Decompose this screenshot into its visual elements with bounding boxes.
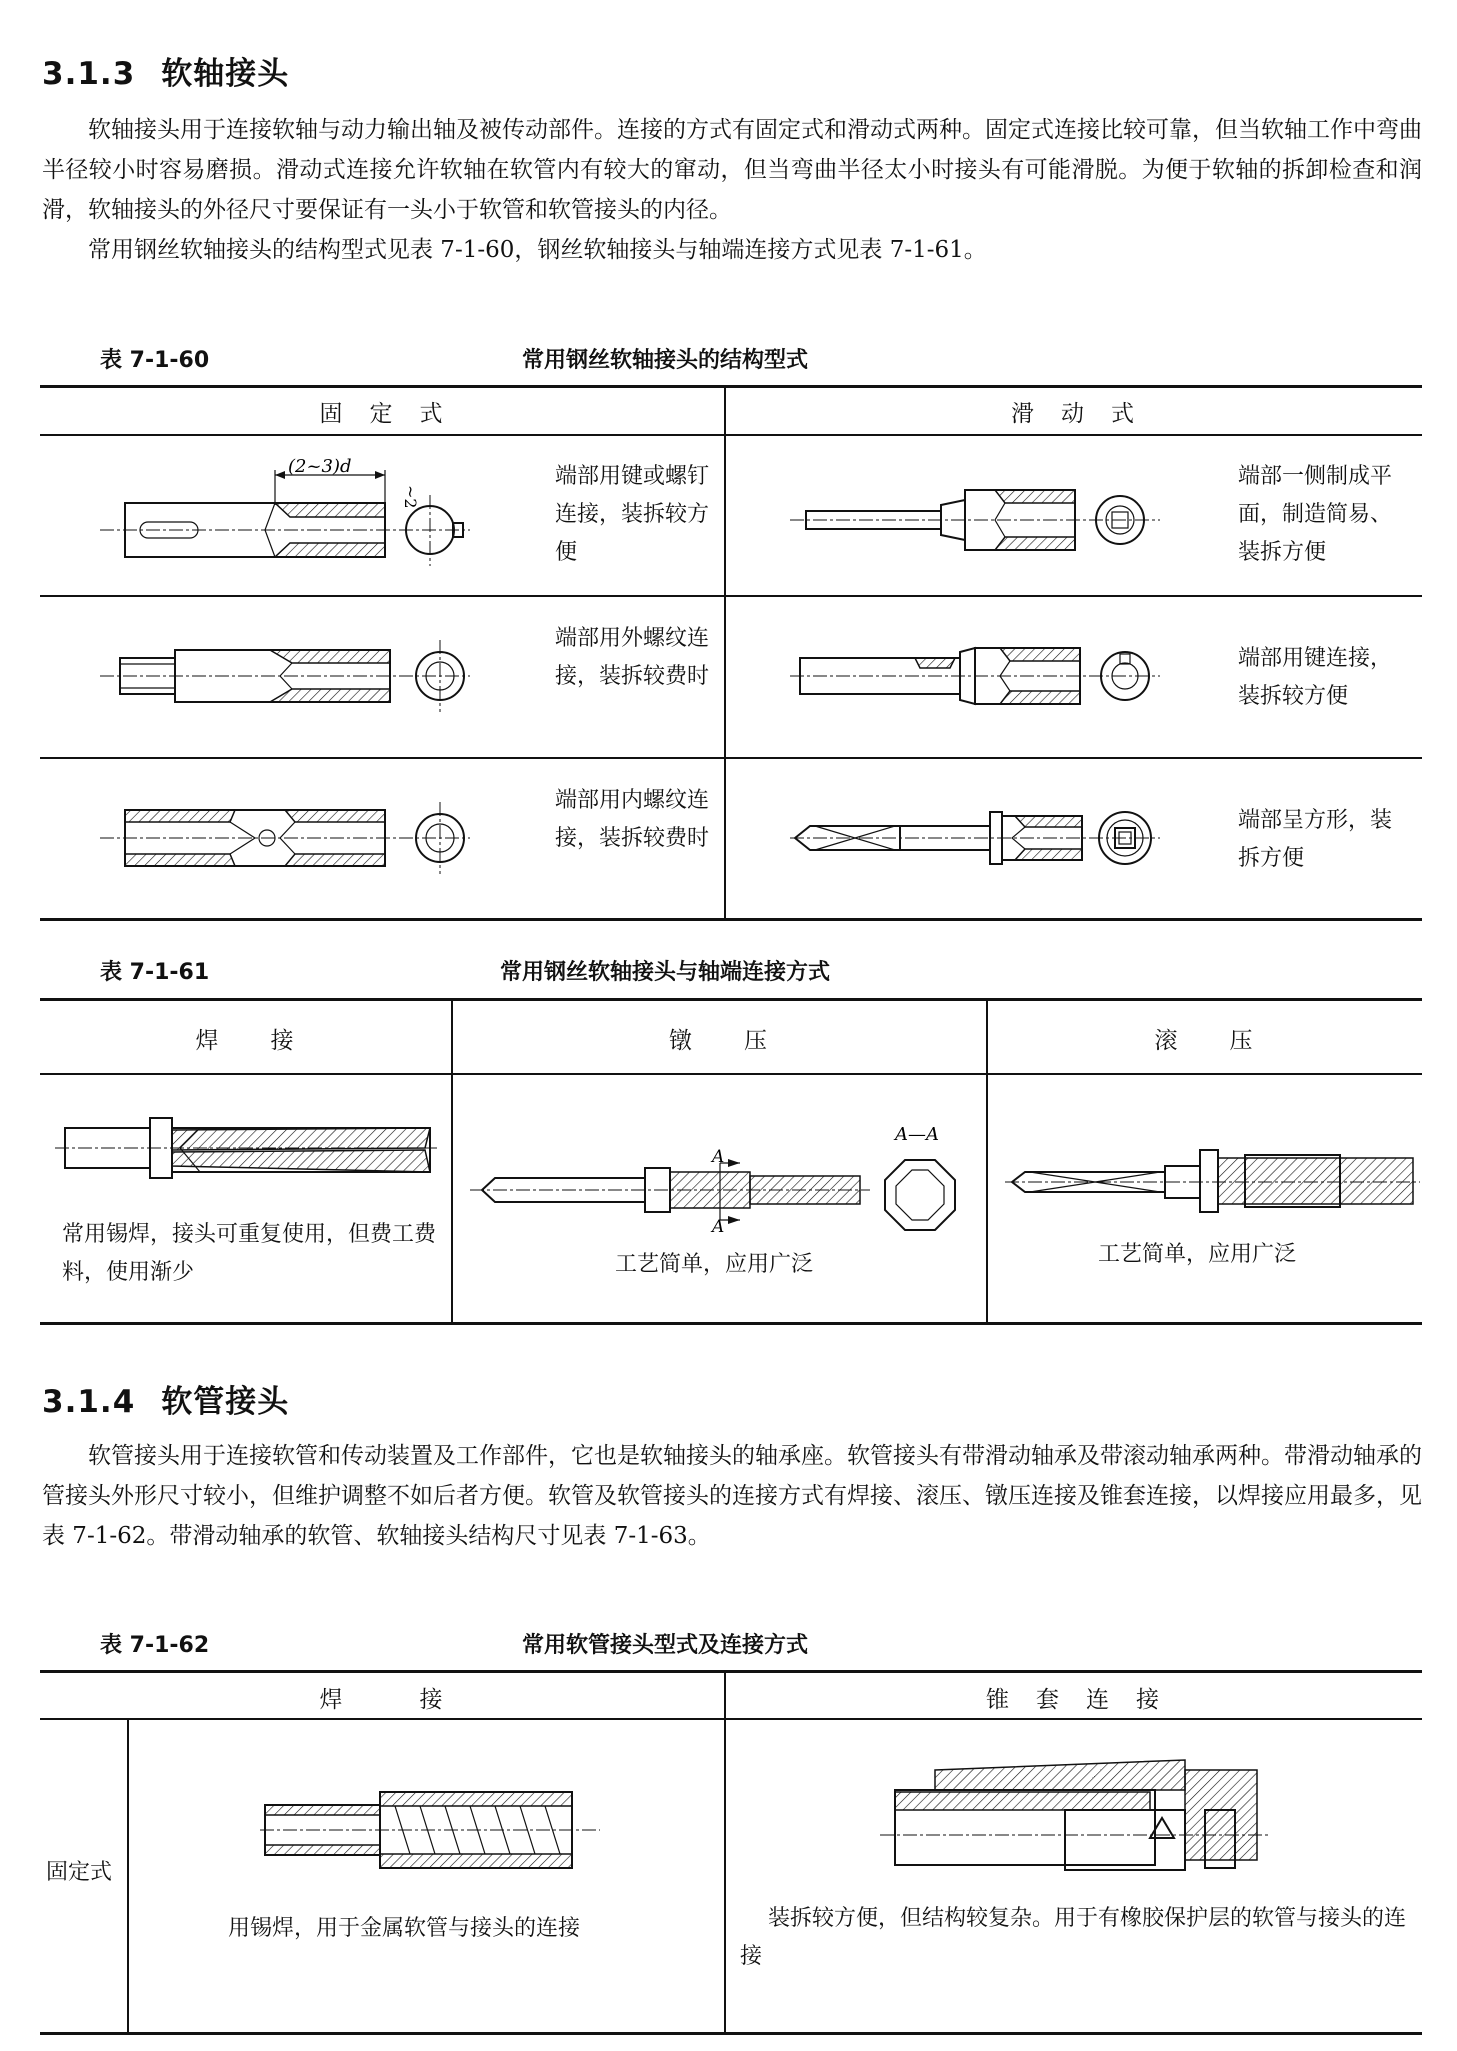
table-62-cell-weld: 用锡焊，用于金属软管与接头的连接 — [228, 1916, 581, 1941]
section-title: 软轴接头 — [161, 56, 290, 92]
table-62-divider — [724, 1671, 726, 2032]
table-60-header-fixed: 固 定 式 — [319, 401, 445, 427]
drawing-internal-thread — [100, 802, 470, 874]
table-62-header-rule — [40, 1718, 1422, 1720]
table-61-cell-upset: 工艺简单，应用广泛 — [615, 1252, 814, 1277]
table-60-r1-right: 端部一侧制成平面，制造简易、装拆方便 — [1238, 464, 1393, 565]
table-62-title: 常用软管接头型式及连接方式 — [521, 1633, 808, 1658]
drawing-weld-joint — [55, 1118, 440, 1178]
table-61-title: 常用钢丝软轴接头与轴端连接方式 — [499, 960, 830, 985]
cut-label-top: A — [712, 1147, 725, 1167]
section-heading-314 — [42, 1376, 289, 1421]
table-60-r3-left: 端部用内螺纹连接，装拆较费时 — [555, 788, 710, 851]
paragraph-313-2: 常用钢丝软轴接头的结构型式见表 7-1-60，钢丝软轴接头与轴端连接方式见表 7-1-61。 — [88, 237, 987, 263]
table-62-header-weld: 焊 接 — [319, 1687, 445, 1713]
section-number: 3.1.4 — [42, 1384, 136, 1420]
table-61-cell-roll: 工艺简单，应用广泛 — [1098, 1242, 1297, 1267]
table-62-bottom-rule — [40, 2032, 1422, 2035]
paragraph-313-1: 软轴接头用于连接软轴与动力输出轴及被传动部件。连接的方式有固定式和滑动式两种。固定式连接比较可靠，但当软轴工作中弯曲半径较小时容易磨损。滑动式连接允许软轴在软管内有较大的窜动，但当弯曲半径太小时接头有可能滑脱。为便于软轴的拆卸检查和润滑，软轴接头的外径尺寸要保证有一头小于软管和软管接头的内径。 — [42, 117, 1422, 223]
table-61-header-weld: 焊 接 — [195, 1028, 296, 1054]
drawing-square-end — [790, 812, 1160, 864]
table-60-r2-left: 端部用外螺纹连接，装拆较费时 — [555, 626, 710, 689]
drawing-flat-joint — [790, 490, 1160, 550]
paragraph-314-1: 软管接头用于连接软管和传动装置及工作部件，它也是软轴接头的轴承座。软管接头有带滑动轴承及带滚动轴承两种。带滑动轴承的管接头外形尺寸较小，但维护调整不如后者方便。软管及软管接头的连接方式有焊接、滚压、镦压连接及锥套连接，以焊接应用最多，见表 7-1-62。带滑动轴承的软管、软轴接头结构尺寸见表 7-1-63。 — [42, 1443, 1422, 1549]
table-62-cell-cone: 装拆较方便，但结构较复杂。用于有橡胶保护层的软管与接头的连接 — [740, 1906, 1407, 1969]
section-number: 3.1.3 — [42, 56, 136, 92]
drawing-key-sliding — [790, 648, 1160, 704]
table-62-row-label: 固定式 — [46, 1860, 113, 1885]
table-61-top-rule — [40, 998, 1422, 1001]
dim-label-length: (2~3)d — [288, 456, 352, 477]
drawing-key-joint — [100, 456, 470, 566]
table-60-r3-right: 端部呈方形，装拆方便 — [1238, 808, 1393, 871]
table-62-header-cone: 锥 套 连 接 — [986, 1687, 1161, 1713]
table-61-number: 表 7-1-61 — [100, 960, 210, 985]
table-61-header-roll: 滚 压 — [1154, 1028, 1255, 1054]
table-62-label-divider — [127, 1719, 129, 2032]
table-61-bottom-rule — [40, 1322, 1422, 1325]
table-60-r1-left: 端部用键或螺钉连接，装拆较方便 — [555, 464, 710, 565]
table-60-header-sliding: 滑 动 式 — [1011, 401, 1136, 427]
dim-label-gap: ~2 — [401, 485, 420, 509]
section-title: 软管接头 — [161, 1384, 290, 1420]
table-62-number: 表 7-1-62 — [100, 1633, 210, 1658]
table-60-number: 表 7-1-60 — [100, 348, 210, 373]
table-61-header-rule — [40, 1073, 1422, 1075]
table-60-r2-right: 端部用键连接，装拆较方便 — [1238, 646, 1393, 709]
section-label: A—A — [895, 1124, 939, 1145]
paragraph-314 — [42, 1436, 1422, 1556]
table-61-header-upset: 镦 压 — [669, 1028, 769, 1054]
cut-label-bottom: A — [712, 1217, 725, 1237]
table-60-title: 常用钢丝软轴接头的结构型式 — [521, 348, 808, 373]
drawing-roll-joint — [1005, 1150, 1420, 1212]
drawing-upset-joint — [470, 1124, 955, 1237]
table-61-cell-weld: 常用锡焊，接头可重复使用，但费工费料，使用渐少 — [62, 1222, 437, 1285]
drawing-hose-weld — [260, 1792, 600, 1868]
table-62-top-rule — [40, 1670, 1422, 1673]
drawing-external-thread — [100, 640, 470, 712]
drawing-hose-cone — [880, 1760, 1270, 1870]
